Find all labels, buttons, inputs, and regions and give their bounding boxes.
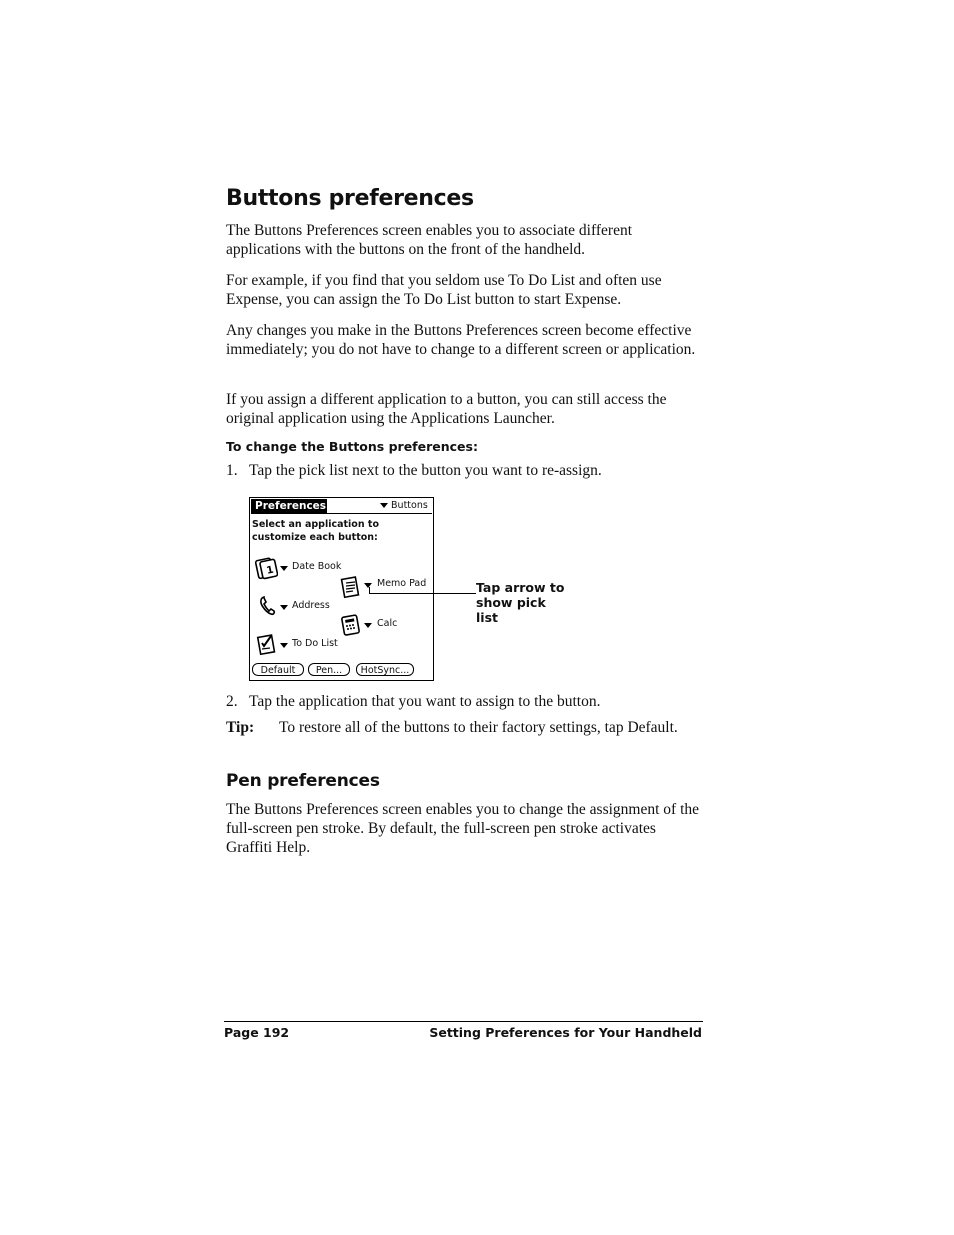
section-heading: Buttons preferences xyxy=(226,186,474,211)
pen-preferences-heading: Pen preferences xyxy=(226,771,380,791)
callout-line xyxy=(369,593,476,594)
instruction-text: Select an application to customize each button: xyxy=(252,519,379,543)
address-icon xyxy=(256,594,278,618)
tip-text: To restore all of the buttons to their factory settings, tap Default. xyxy=(279,719,678,736)
button-label: Address xyxy=(292,600,330,611)
step-text: Tap the application that you want to assign to the button. xyxy=(249,693,601,710)
button-label: Calc xyxy=(377,618,398,629)
example-paragraph: For example, if you find that you seldom use To Do List and often use Expense, you can assign the To Do List button to start Expense. xyxy=(226,272,662,308)
button-label: Date Book xyxy=(292,561,342,572)
button-label: To Do List xyxy=(292,638,338,649)
changes-paragraph: Any changes you make in the Buttons Preferences screen become effective immediately; you do not have to change to a different screen or application. xyxy=(226,322,696,358)
category-label: Buttons xyxy=(391,500,428,511)
step-text: Tap the pick list next to the button you want to re-assign. xyxy=(249,462,602,479)
screen-title: Preferences xyxy=(251,499,327,513)
button-row-to-do-list[interactable] xyxy=(256,632,356,656)
callout-label: Tap arrow to show pick list xyxy=(476,580,565,625)
pick-arrow-icon xyxy=(380,503,388,508)
page-number: Page 192 xyxy=(224,1025,290,1040)
pen-paragraph: The Buttons Preferences screen enables you to change the assignment of the full-screen pen stroke. By default, the full-screen pen stroke activates Graffiti Help. xyxy=(226,801,700,856)
pen-button[interactable]: Pen... xyxy=(308,663,350,676)
default-button[interactable]: Default xyxy=(252,663,304,676)
pick-arrow-icon[interactable] xyxy=(364,623,372,628)
footer-rule xyxy=(224,1021,703,1022)
step-number: 1. xyxy=(226,462,238,479)
intro-paragraph: The Buttons Preferences screen enables you to associate different applications with the buttons on the front of the handheld. xyxy=(226,222,633,258)
date-book-icon xyxy=(254,556,278,580)
chapter-title: Setting Preferences for Your Handheld xyxy=(429,1025,702,1040)
assign-paragraph: If you assign a different application to a button, you can still access the original application using the Applications Launcher. xyxy=(226,391,667,427)
svg-text:1: 1 xyxy=(265,564,275,577)
category-pick-list[interactable] xyxy=(380,500,428,512)
title-underline xyxy=(251,513,432,514)
pick-arrow-icon[interactable] xyxy=(364,583,372,588)
pick-arrow-icon[interactable] xyxy=(280,566,288,571)
buttons-preferences-screen xyxy=(249,497,434,681)
to-do-list-icon xyxy=(256,632,278,656)
button-label: Memo Pad xyxy=(377,578,427,589)
pick-arrow-icon[interactable] xyxy=(280,643,288,648)
hotsync-button[interactable]: HotSync... xyxy=(356,663,414,676)
tip-label: Tip: xyxy=(226,719,255,736)
procedure-heading: To change the Buttons preferences: xyxy=(226,439,478,454)
callout-text xyxy=(476,580,568,625)
pick-arrow-icon[interactable] xyxy=(280,605,288,610)
button-row-date-book[interactable] xyxy=(254,556,354,580)
step-number: 2. xyxy=(226,693,238,710)
